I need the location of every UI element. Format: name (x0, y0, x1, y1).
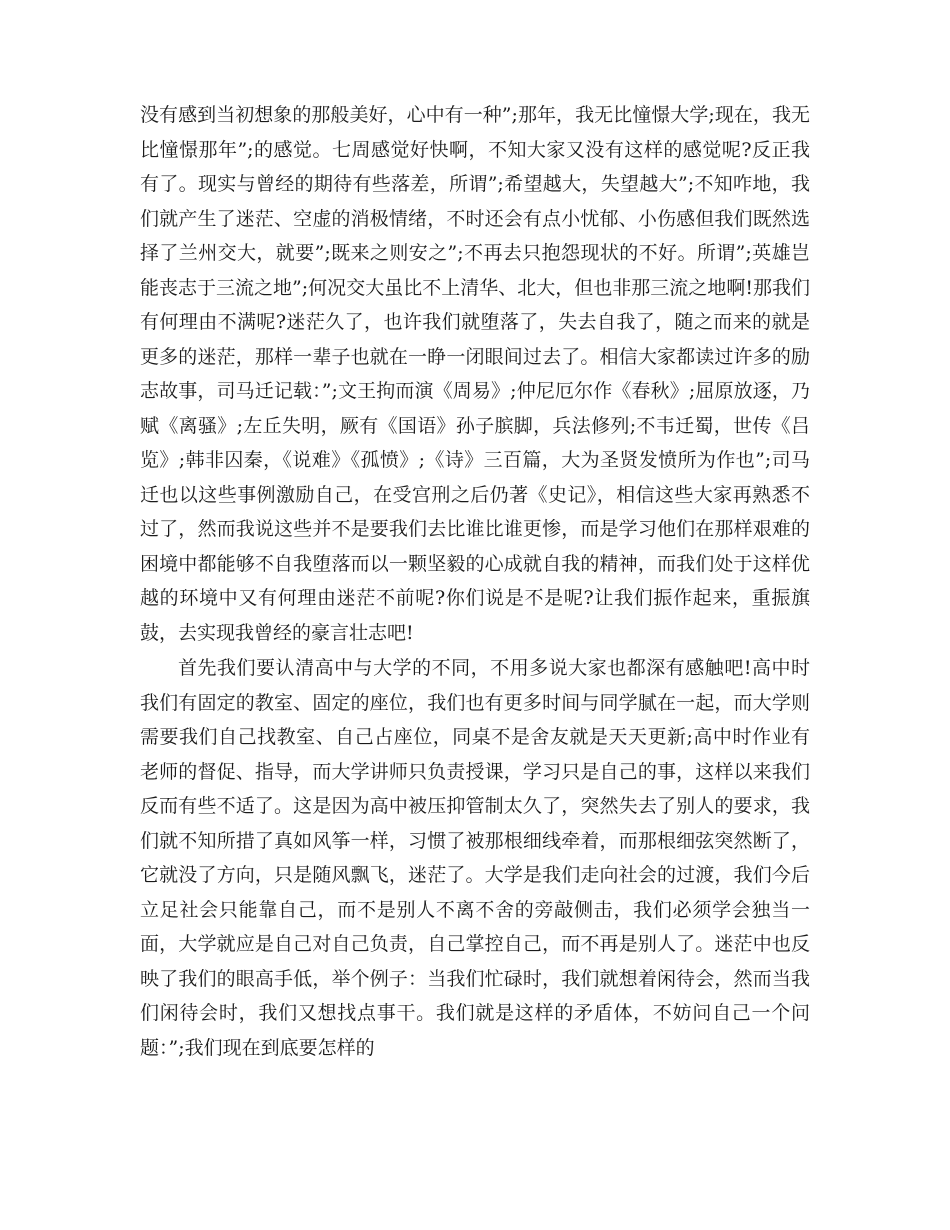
paragraph-2: 首先我们要认清高中与大学的不同，不用多说大家也都深有感触吧!高中时我们有固定的教室、固定的座位，我们也有更多时间与同学腻在一起，而大学则需要我们自己找教室、自己占座位，同桌不是舍友就是天天更新;高中时作业有老师的督促、指导，而大学讲师只负责授课，学习只是自己的事，这样以来我们反而有些不适了。这是因为高中被压抑管制太久了，突然失去了别人的要求，我们就不知所措了真如风筝一样，习惯了被那根细线牵着，而那根细弦突然断了，它就没了方向，只是随风飘飞，迷茫了。大学是我们走向社会的过渡，我们今后立足社会只能靠自己，而不是别人不离不舍的旁敲侧击，我们必须学会独当一面，大学就应是自己对自己负责，自己掌控自己，而不再是别人了。迷茫中也反映了我们的眼高手低，举个例子：当我们忙碌时，我们就想着闲待会，然而当我们闲待会时，我们又想找点事干。我们就是这样的矛盾体，不妨问自己一个问题：”;我们现在到底要怎样的 (140, 657, 810, 1059)
paragraph-1: 没有感到当初想象的那般美好，心中有一种”;那年，我无比憧憬大学;现在，我无比憧憬那年”;的感觉。七周感觉好快啊，不知大家又没有这样的感觉呢?反正我有了。现实与曾经的期待有些落差，所谓”;希望越大，失望越大”;不知咋地，我们就产生了迷茫、空虚的消极情绪，不时还会有点小忧郁、小伤感但我们既然选择了兰州交大，就要”;既来之则安之”;不再去只抱怨现状的不好。所谓”;英雄岂能丧志于三流之地”;何况交大虽比不上清华、北大，但也非那三流之地啊!那我们有何理由不满呢?迷茫久了，也许我们就堕落了，失去自我了，随之而来的就是更多的迷茫，那样一辈子也就在一睁一闭眼间过去了。相信大家都读过许多的励志故事，司马迁记载：”;文王拘而演《周易》;仲尼厄尔作《春秋》;屈原放逐，乃赋《离骚》;左丘失明，厥有《国语》孙子膑脚，兵法修列;不韦迁蜀，世传《吕览》;韩非囚秦，《说难》《孤愤》;《诗》三百篇，大为圣贤发愤所为作也”;司马迁也以这些事例激励自己，在受宫刑之后仍著《史记》，相信这些大家再熟悉不过了，然而我说这些并不是要我们去比谁比谁更惨，而是学习他们在那样艰难的困境中都能够不自我堕落而以一颗坚毅的心成就自我的精神，而我们处于这样优越的环境中又有何理由迷茫不前呢?你们说是不是呢?让我们振作起来，重振旗鼓，去实现我曾经的豪言壮志吧! (140, 104, 810, 644)
document-page (140, 98, 810, 1065)
